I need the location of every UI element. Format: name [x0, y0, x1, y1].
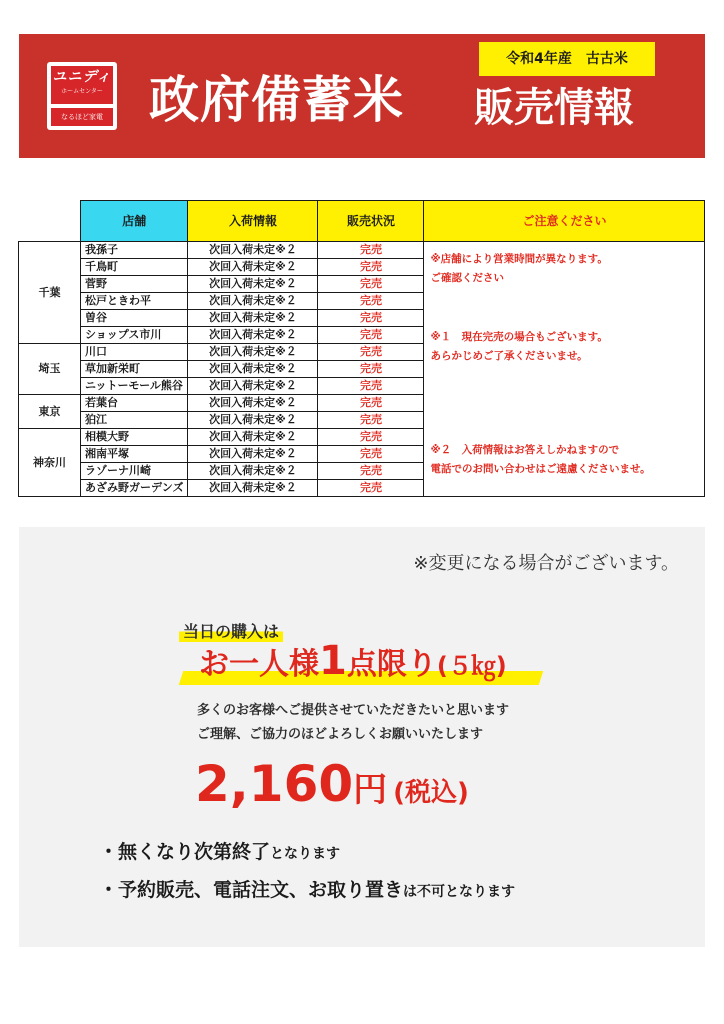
store-name: 菅野	[81, 276, 188, 293]
note-1-line2: あらかじめご了承くださいませ。	[430, 350, 588, 362]
header-banner	[19, 34, 705, 158]
store-name: 我孫子	[81, 242, 188, 259]
note-2-line2: 電話でのお問い合わせはご遠慮くださいませ。	[430, 463, 651, 475]
store-name: あざみ野ガーデンズ	[81, 480, 188, 497]
arrival-info: 次回入荷未定※２	[188, 378, 318, 395]
brand-logo	[47, 62, 117, 130]
change-notice: ※変更になる場合がございます。	[413, 553, 679, 574]
message-line1: 多くのお客様へご提供させていただきたいと思います	[197, 703, 510, 718]
arrival-info: 次回入荷未定※２	[188, 344, 318, 361]
logo-main-text: ユニディ	[52, 69, 112, 85]
page-title: 政府備蓄米	[149, 71, 404, 129]
store-name: 川口	[81, 344, 188, 361]
sale-status: 完売	[318, 327, 424, 344]
header-notice: ご注意ください	[424, 201, 705, 242]
sale-status: 完売	[318, 446, 424, 463]
notice-box	[424, 242, 705, 497]
arrival-info: 次回入荷未定※２	[188, 327, 318, 344]
message-line2: ご理解、ご協力のほどよろしくお願いいたします	[197, 727, 484, 742]
sale-status: 完売	[318, 395, 424, 412]
price-unit: 円	[353, 770, 388, 810]
header-arrival: 入荷情報	[188, 201, 318, 242]
arrival-info: 次回入荷未定※２	[188, 412, 318, 429]
arrival-info: 次回入荷未定※２	[188, 276, 318, 293]
limit-number: 1	[319, 638, 347, 684]
store-name: 相模大野	[81, 429, 188, 446]
price-tax: (税込)	[393, 778, 469, 808]
arrival-info: 次回入荷未定※２	[188, 242, 318, 259]
price-number: 2,160	[195, 755, 354, 813]
table-row	[19, 242, 705, 259]
limit-text: 点限り	[346, 647, 437, 682]
store-name: 若葉台	[81, 395, 188, 412]
sale-status: 完売	[318, 310, 424, 327]
today-purchase-label: 当日の購入は	[179, 619, 283, 642]
year-badge: 令和4年産 古古米	[479, 42, 655, 76]
sale-status: 完売	[318, 361, 424, 378]
header-status: 販売状況	[318, 201, 424, 242]
sale-status: 完売	[318, 463, 424, 480]
store-name: 草加新栄町	[81, 361, 188, 378]
store-name: 曽谷	[81, 310, 188, 327]
bullet1-tail: となります	[270, 846, 341, 862]
sale-status: 完売	[318, 429, 424, 446]
price	[195, 749, 469, 831]
arrival-info: 次回入荷未定※２	[188, 480, 318, 497]
arrival-info: 次回入荷未定※２	[188, 361, 318, 378]
sale-status: 完売	[318, 378, 424, 395]
table-corner	[19, 201, 81, 242]
bullet1-main: ・無くなり次第終了	[99, 841, 271, 863]
logo-sub-text: ホームセンター	[61, 88, 103, 95]
region-saitama: 埼玉	[19, 344, 81, 395]
bullet-sold-out	[99, 837, 340, 864]
store-name: 狛江	[81, 412, 188, 429]
arrival-info: 次回入荷未定※２	[188, 293, 318, 310]
store-name: ラゾーナ川崎	[81, 463, 188, 480]
note-hours-line1: ※店舗により営業時間が異なります。	[430, 253, 608, 265]
note-2-line1: ※２ 入荷情報はお答えしかねますので	[430, 444, 620, 456]
purchase-limit	[199, 637, 507, 693]
sale-status: 完売	[318, 242, 424, 259]
sale-status: 完売	[318, 276, 424, 293]
purchase-info-panel	[19, 527, 705, 947]
header-store: 店舗	[81, 201, 188, 242]
note-1-line1: ※１ 現在完売の場合もございます。	[430, 331, 608, 343]
store-name: ニットーモール熊谷	[81, 378, 188, 395]
sale-status: 完売	[318, 480, 424, 497]
page-subtitle: 販売情報	[474, 85, 634, 131]
arrival-info: 次回入荷未定※２	[188, 259, 318, 276]
arrival-info: 次回入荷未定※２	[188, 463, 318, 480]
sale-status: 完売	[318, 344, 424, 361]
arrival-info: 次回入荷未定※２	[188, 446, 318, 463]
sale-status: 完売	[318, 412, 424, 429]
store-name: ショップス市川	[81, 327, 188, 344]
store-name: 千鳥町	[81, 259, 188, 276]
sale-status: 完売	[318, 293, 424, 310]
bullet2-tail: は不可となります	[403, 884, 516, 900]
limit-weight: (５㎏)	[436, 652, 507, 680]
store-name: 松戸ときわ平	[81, 293, 188, 310]
note-hours-line2: ご確認ください	[430, 272, 504, 284]
bullet2-main: ・予約販売、電話注文、お取り置き	[99, 879, 404, 901]
region-tokyo: 東京	[19, 395, 81, 429]
arrival-info: 次回入荷未定※２	[188, 310, 318, 327]
sale-status: 完売	[318, 259, 424, 276]
bullet-no-reservation	[99, 875, 515, 902]
logo-tagline: なるほど家電	[51, 108, 113, 126]
limit-per-person: お一人様	[199, 647, 319, 682]
arrival-info: 次回入荷未定※２	[188, 429, 318, 446]
logo-top	[51, 66, 113, 104]
region-chiba: 千葉	[19, 242, 81, 344]
store-table	[18, 200, 705, 497]
table-header-row	[19, 201, 705, 242]
arrival-info: 次回入荷未定※２	[188, 395, 318, 412]
store-name: 湘南平塚	[81, 446, 188, 463]
region-kanagawa: 神奈川	[19, 429, 81, 497]
